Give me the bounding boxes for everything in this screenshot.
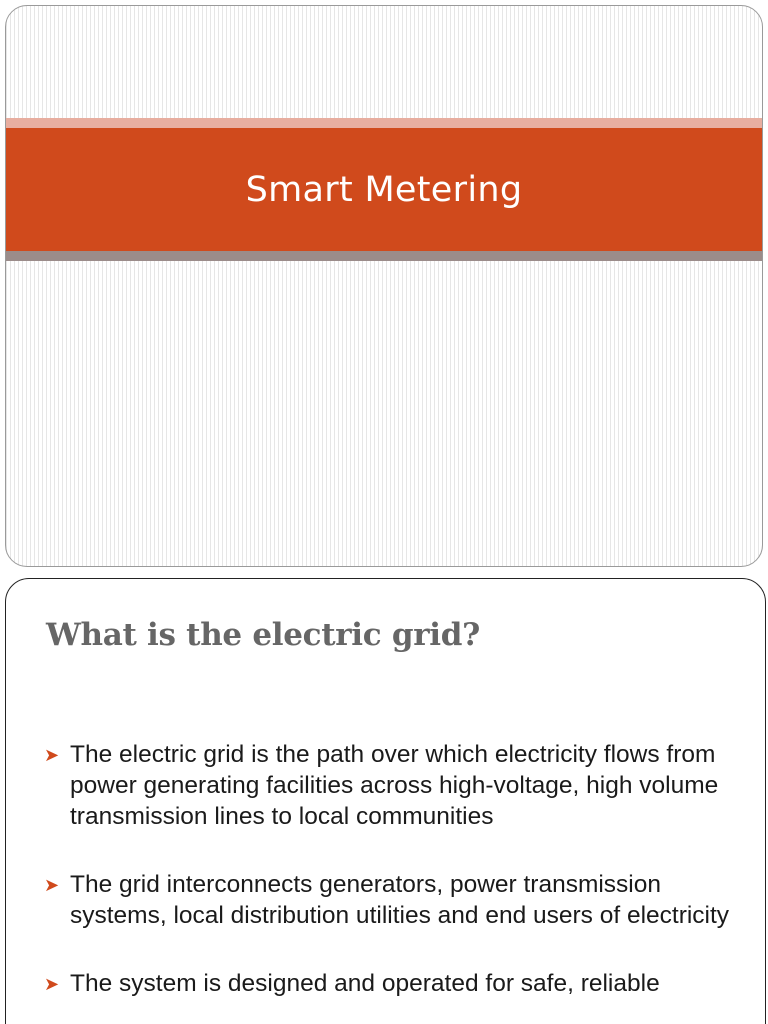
arrowhead-bullet-icon: ➤ [44,875,60,895]
arrowhead-bullet-icon: ➤ [44,974,60,994]
bullet-item [42,968,742,999]
bullet-list [42,739,742,1024]
slide-title: Smart Metering [245,169,523,210]
title-band [6,128,762,251]
bullet-text: The system is designed and operated for safe, reliable [70,970,660,997]
bullet-item [42,869,742,931]
slide-heading: What is the electric grid? [46,617,480,653]
bullet-item [42,739,742,832]
bullet-text: The electric grid is the path over which electricity flows from power generating facilities across high-voltage, high volume transmission lines to local communities [70,741,719,830]
title-band-bottom-stripe [6,251,762,261]
content-slide [5,578,766,1024]
title-band-top-stripe [6,118,762,128]
bullet-text: The grid interconnects generators, power transmission systems, local distribution utilities and end users of electricity [70,871,730,929]
title-slide [5,5,763,567]
arrowhead-bullet-icon: ➤ [44,745,60,765]
